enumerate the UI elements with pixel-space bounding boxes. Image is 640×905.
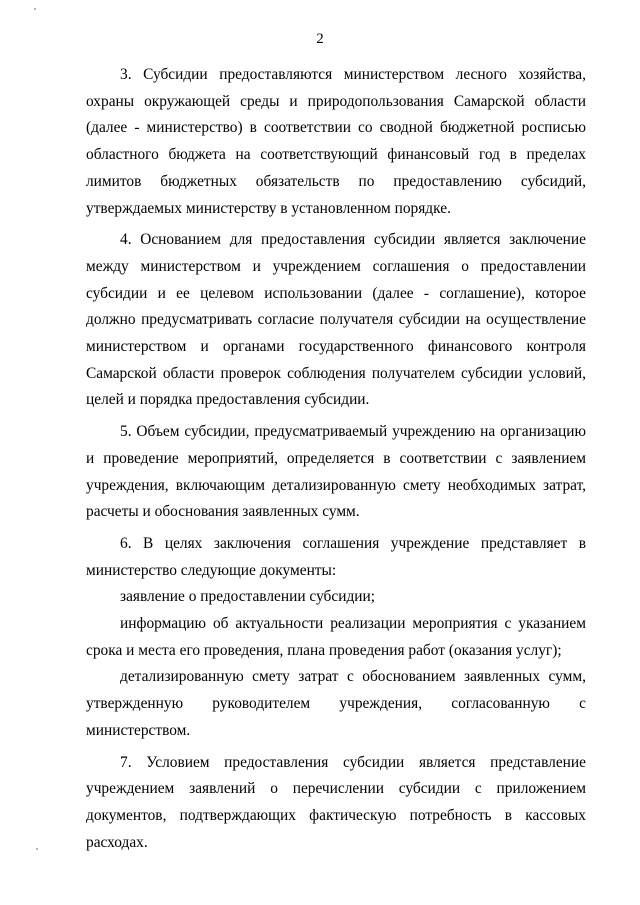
paragraph-7: 7. Условием предоставления субсидии является представление учреждением заявлений о перечислении субсидии с приложением документов, подтверждающих фактическую потребность в кассовых расходах. (86, 753, 586, 851)
document-list-item: детализированную смету затрат с обоснованием заявленных сумм, утвержденную руководителем учреждения, согласованную с министерством. (86, 668, 586, 739)
paragraph-4: 4. Основанием для предоставления субсидии является заключение между министерством и учреждением соглашения о предоставлении субсидии и ее целевом использовании (далее - соглашение), которое должно предусматривать согласие получателя субсидии на осуществление министерством и органами государственного финансового контроля Самарской области проверок соблюдения получателем субсидии условий, целей и порядка предоставления субсидии. (86, 231, 586, 409)
document-list-item: информацию об актуальности реализации мероприятия с указанием срока и места его проведения, плана проведения работ (оказания услуг); (86, 615, 586, 659)
document-body (86, 62, 586, 856)
document-list-item: заявление о предоставлении субсидии; (120, 588, 376, 606)
page-number: 2 (316, 31, 324, 47)
scan-speck (36, 848, 38, 850)
paragraph-3: 3. Субсидии предоставляются министерством лесного хозяйства, охраны окружающей среды и природопользования Самарской области (далее - министерство) в соответствии со сводной бюджетной росписью областного бюджета на соответствующий финансовый год в пределах лимитов бюджетных обязательств по предоставлению субсидий, утверждаемых министерству в установленном порядке. (86, 66, 586, 217)
paragraph-6: 6. В целях заключения соглашения учреждение представляет в министерство следующие документы: (86, 534, 586, 579)
paragraph-5: 5. Объем субсидии, предусматриваемый учреждению на организацию и проведение мероприятий, определяется в соответствии с заявлением учреждения, включающим детализированную смету необходимых затрат, расчеты и обоснования заявленных сумм. (86, 423, 586, 521)
scan-speck (34, 8, 36, 10)
